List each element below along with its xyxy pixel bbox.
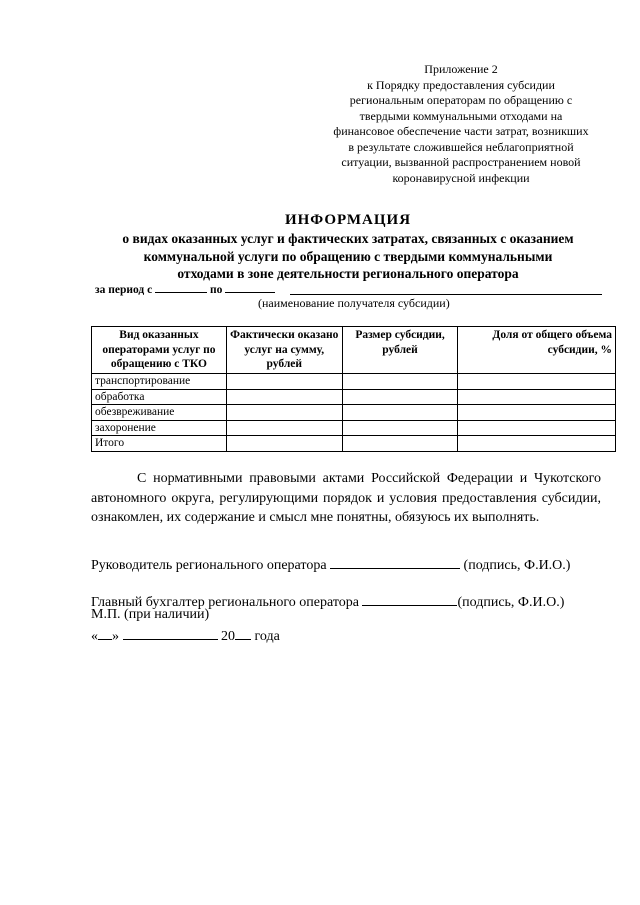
period-from-label: за период с [95,284,153,296]
recipient-caption: (наименование получателя субсидии) [258,296,450,310]
accountant-signature-field[interactable] [362,591,457,606]
date-close-quote: » [112,629,119,644]
appendix-line: Приложение 2 [424,62,498,76]
column-header-subsidy-amount: Размер субсидии, рублей [342,327,458,374]
period-to-field[interactable] [225,282,275,293]
period-line [95,282,275,296]
row-label: захоронение [92,420,227,436]
date-open-quote: « [91,629,98,644]
table-cell[interactable] [342,374,458,390]
table-cell[interactable] [458,420,616,436]
appendix-line: коронавирусной инфекции [392,170,530,185]
row-label: транспортирование [92,374,227,390]
table-cell[interactable] [458,405,616,421]
appendix-line: ситуации, вызванной распространением новой [341,155,581,169]
row-label: обезвреживание [92,405,227,421]
date-year-prefix: 20 [221,629,235,644]
head-signature-field[interactable] [330,554,460,569]
subtitle-line: отходами в зоне деятельности регионального оператора [177,266,519,281]
head-signature-line [91,554,570,574]
row-label: обработка [92,389,227,405]
period-to-label: по [209,284,223,296]
appendix-line: твердыми коммунальными отходами на [359,108,563,123]
date-suffix: года [254,629,280,644]
date-year-field[interactable] [235,625,251,640]
head-suffix: (подпись, Ф.И.О.) [463,558,571,573]
acknowledgement-statement [91,469,601,528]
table-cell[interactable] [342,436,458,452]
date-line [91,625,280,645]
table-header-row [92,327,616,374]
appendix-line: финансовое обеспечение части затрат, возникших [333,124,589,138]
stamp-note: М.П. (при наличии) [91,607,210,622]
document-subtitle [88,230,608,283]
subtitle-line: о видах оказанных услуг и фактических затратах, связанных с оказанием [122,231,574,246]
table-cell[interactable] [458,436,616,452]
subtitle-line: коммунальной услуги по обращению с твердыми коммунальными [143,248,553,264]
table-cell[interactable] [458,374,616,390]
table-cell[interactable] [226,389,342,405]
appendix-line: в результате сложившейся неблагоприятной [348,139,574,154]
column-header-share: Доля от общего объема субсидии, % [458,327,616,374]
document-title: ИНФОРМАЦИЯ [284,212,412,228]
table-row [92,436,616,452]
recipient-name-field[interactable] [290,294,602,295]
appendix-line: к Порядку предоставления субсидии [367,77,555,92]
services-table [91,326,616,452]
date-month-field[interactable] [123,625,218,640]
table-cell[interactable] [342,420,458,436]
column-header-actual-amount: Фактически оказано услуг на сумму, рублей [226,327,342,374]
table-cell[interactable] [342,389,458,405]
table-row [92,374,616,390]
table-row [92,405,616,421]
accountant-suffix: (подпись, Ф.И.О.) [457,595,565,610]
table-cell[interactable] [226,420,342,436]
table-cell[interactable] [342,405,458,421]
table-cell[interactable] [226,405,342,421]
head-label: Руководитель регионального оператора [91,558,327,573]
appendix-note [322,62,600,186]
table-cell[interactable] [458,389,616,405]
table-cell[interactable] [226,374,342,390]
row-label: Итого [92,436,227,452]
appendix-line: региональным операторам по обращению с [349,93,573,107]
table-row [92,420,616,436]
table-cell[interactable] [226,436,342,452]
table-row [92,389,616,405]
period-from-field[interactable] [155,282,207,293]
date-day-field[interactable] [98,625,112,640]
column-header-service-type: Вид оказанных операторами услуг по обращению с ТКО [92,327,227,374]
statement-text: С нормативными правовыми актами Российской Федерации и Чукотского автономного округа, регулирующими порядок и условия предоставления субсидии, ознакомлен, их содержание и смысл мне понятны, обязуюсь их выполнять. [91,471,601,525]
accountant-label: Главный бухгалтер регионального оператора [91,595,359,610]
